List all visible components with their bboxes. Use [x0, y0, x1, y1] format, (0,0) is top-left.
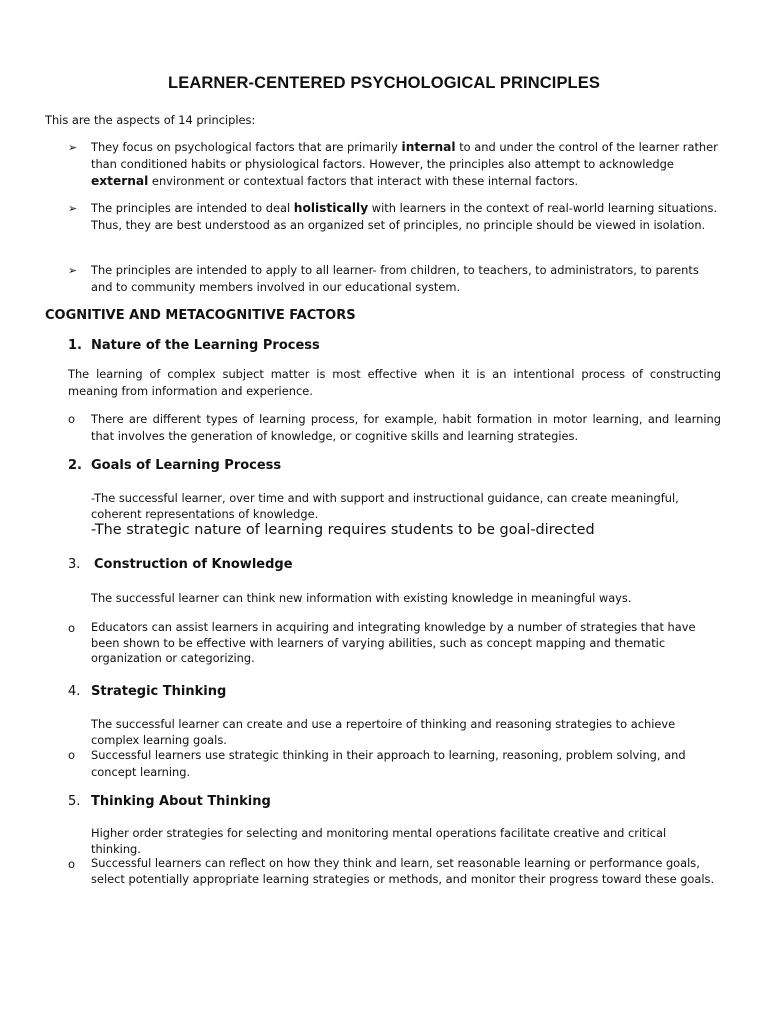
bullet-text: environment or contextual factors that interact with these internal factors.: [148, 174, 579, 188]
principle-heading: Thinking About Thinking: [91, 794, 271, 809]
principle-number: 2.: [68, 458, 82, 473]
bullet-text: The principles are intended to deal: [91, 201, 294, 215]
arrow-bullet-icon: ➢: [68, 264, 78, 277]
principle-number: 3.: [68, 557, 81, 572]
principle-heading: Nature of the Learning Process: [91, 338, 320, 353]
principle-paragraph: The successful learner can think new information with existing knowledge in meaningful ways.: [91, 591, 632, 605]
bullet-text: They focus on psychological factors that are primarily: [91, 140, 402, 154]
circle-bullet-icon: o: [68, 621, 76, 635]
principle-bullet: There are different types of learning process, for example, habit formation in motor learning, and learning that involves the generation of knowledge, or cognitive skills and learning strategies.: [91, 412, 721, 443]
principle-heading: Strategic Thinking: [91, 684, 227, 699]
arrow-bullet-icon: ➢: [68, 141, 78, 154]
principle-heading: Goals of Learning Process: [91, 458, 282, 473]
bold-term: holistically: [293, 201, 369, 215]
bullet-text: to and under the control of the learner rather than conditioned habits or physiological factors. However, the principles also attempt to acknowledge: [91, 140, 718, 171]
principle-bullet: Successful learners use strategic thinking in their approach to learning, reasoning, problem solving, and concept learning.: [91, 748, 686, 779]
principle-paragraph: The learning of complex subject matter is most effective when it is an intentional process of constructing meaning from information and experience.: [68, 367, 721, 398]
intro-text: This are the aspects of 14 principles:: [45, 113, 256, 127]
bold-term: external: [91, 174, 149, 188]
principle-paragraph: -The successful learner, over time and with support and instructional guidance, can create meaningful, coherent representations of knowledge.: [91, 491, 679, 521]
bullet-internal-factors: [91, 139, 719, 190]
principle-heading: Construction of Knowledge: [94, 557, 293, 572]
section-title: COGNITIVE AND METACOGNITIVE FACTORS: [45, 308, 356, 323]
principle-bullet: Successful learners can reflect on how they think and learn, set reasonable learning or performance goals, select potentially appropriate learning strategies or methods, and monitor their progress toward these goals.: [91, 856, 715, 886]
principle-paragraph-large: -The strategic nature of learning requires students to be goal-directed: [91, 522, 595, 538]
principle-number: 1.: [68, 338, 82, 353]
principle-number: 4.: [68, 684, 81, 699]
principle-paragraph: The successful learner can create and use a repertoire of thinking and reasoning strategies to achieve complex learning goals.: [91, 717, 676, 747]
principle-paragraph: Higher order strategies for selecting and monitoring mental operations facilitate creative and critical thinking.: [91, 826, 667, 856]
bullet-holistic: [91, 200, 719, 234]
principle-number: 5.: [68, 794, 81, 809]
principle-bullet: Educators can assist learners in acquiring and integrating knowledge by a number of strategies that have been shown to be effective with learners of varying abilities, such as concept mapping and thematic organization or categorizing.: [91, 620, 696, 665]
bullet-all-learners: The principles are intended to apply to all learner- from children, to teachers, to administrators, to parents and to community members involved in our educational system.: [91, 263, 699, 294]
bold-term: internal: [401, 140, 456, 154]
circle-bullet-icon: o: [68, 748, 76, 762]
circle-bullet-icon: o: [68, 857, 76, 871]
arrow-bullet-icon: ➢: [68, 202, 78, 215]
document-title: LEARNER-CENTERED PSYCHOLOGICAL PRINCIPLES: [168, 74, 600, 92]
circle-bullet-icon: o: [68, 412, 76, 426]
bullet-text: with learners in the context of real-world learning situations. Thus, they are best understood as an organized set of principles, no principle should be viewed in isolation.: [91, 201, 718, 232]
